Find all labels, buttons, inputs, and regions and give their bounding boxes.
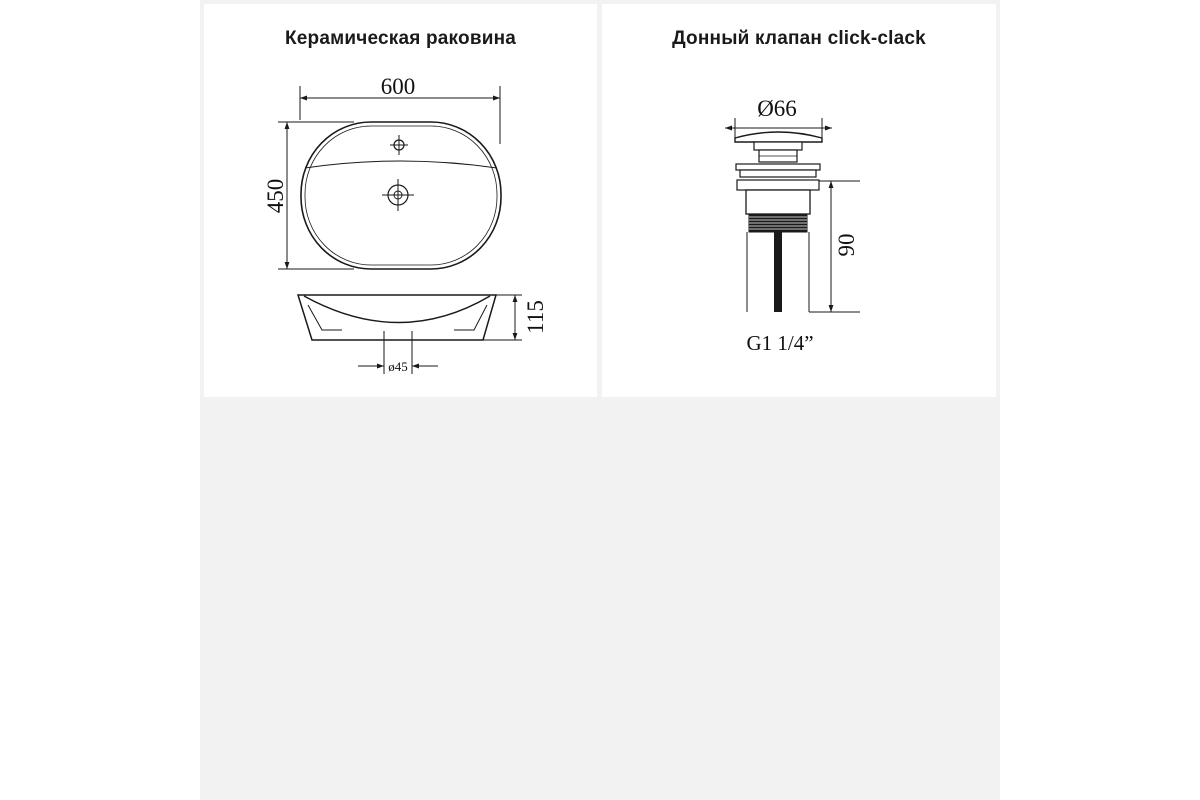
cap-diameter-label: Ø66 [757, 96, 797, 121]
depth-dimension [263, 122, 354, 269]
drain-diameter-label: ø45 [388, 359, 408, 374]
drain-diameter-dimension [358, 340, 438, 374]
valve-drawing [602, 4, 996, 397]
depth-label: 450 [263, 178, 288, 214]
sink-top-view [301, 122, 501, 269]
thread-label: G1 1/4” [746, 331, 814, 355]
valve-height-dimension [809, 181, 860, 312]
valve-height-label: 90 [834, 233, 859, 257]
valve-panel [602, 4, 996, 397]
height-label: 115 [523, 300, 548, 334]
valve-title: Донный клапан click-clack [672, 28, 926, 49]
faucet-hole-icon [390, 135, 408, 155]
sink-side-view [298, 295, 496, 340]
sink-drawing [204, 4, 597, 397]
sink-title: Керамическая раковина [284, 28, 517, 49]
drain-hole-icon [382, 179, 414, 211]
width-label: 600 [380, 74, 416, 99]
sink-panel [204, 4, 597, 397]
valve-body [735, 132, 822, 312]
